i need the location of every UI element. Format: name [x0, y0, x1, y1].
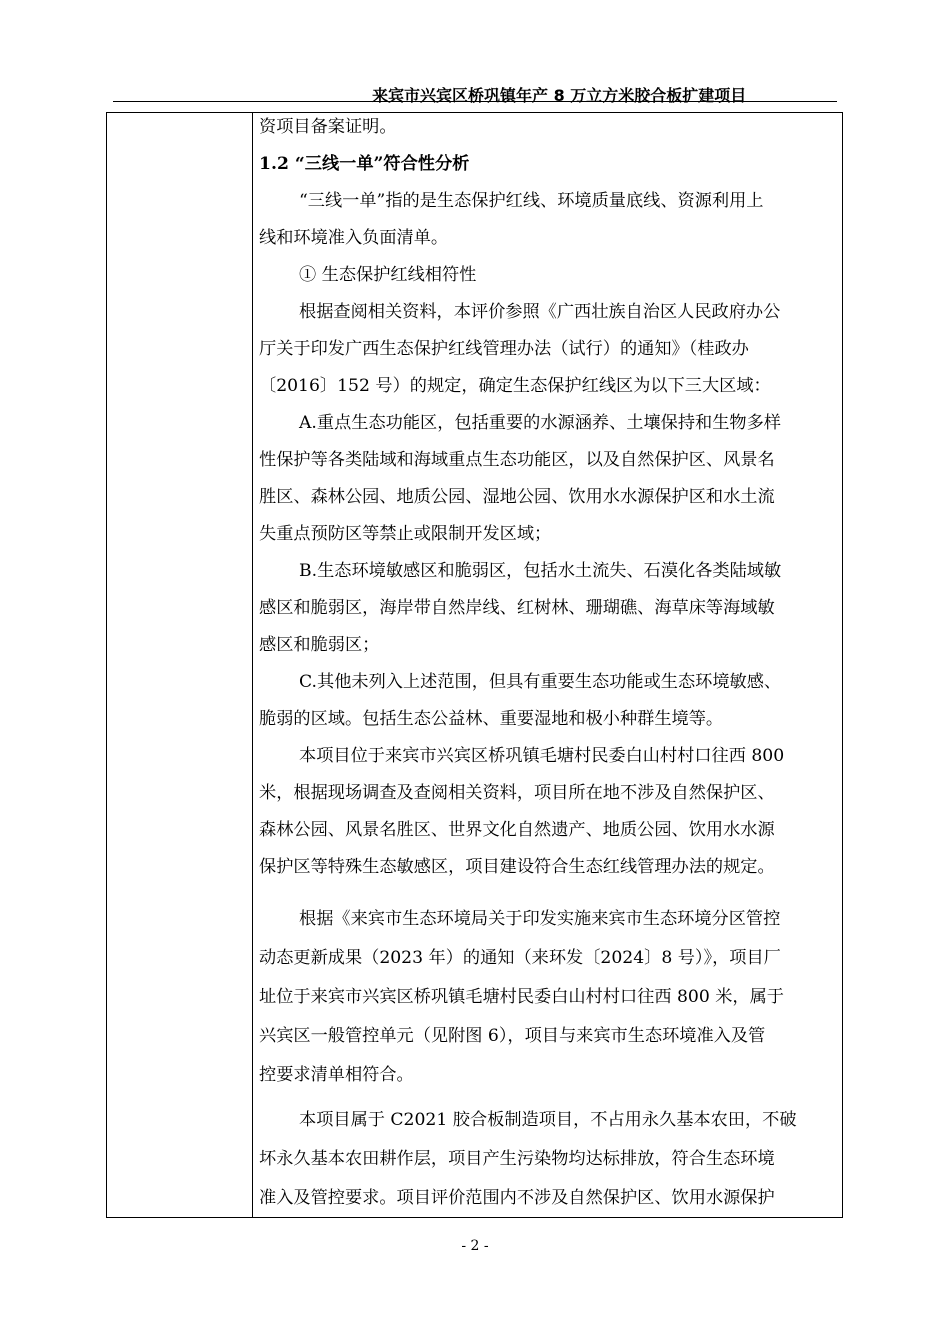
text-line: 址位于来宾市兴宾区桥巩镇毛塘村民委白山村村口往西 800 米，属于: [259, 987, 784, 1007]
text-line: 本项目位于来宾市兴宾区桥巩镇毛塘村民委白山村村口往西 800: [299, 746, 785, 766]
header-title: 来宾市兴宾区桥巩镇年产 8 万立方米胶合板扩建项目: [372, 86, 747, 105]
text-line: 米，根据现场调查及查阅相关资料，项目所在地不涉及自然保护区、: [259, 783, 775, 803]
text-line: 根据查阅相关资料，本评价参照《广西壮族自治区人民政府办公: [299, 302, 781, 322]
text-line: 〔2016〕152 号）的规定，确定生态保护红线区为以下三大区域：: [259, 376, 771, 396]
section-heading: 1.2 “三线一单”符合性分析: [259, 154, 470, 174]
text-line: ① 生态保护红线相符性: [299, 265, 477, 285]
text-line: C.其他未列入上述范围，但具有重要生态功能或生态环境敏感、: [299, 672, 782, 692]
text-line: 线和环境准入负面清单。: [259, 228, 449, 248]
text-line: 感区和脆弱区，海岸带自然岸线、红树林、珊瑚礁、海草床等海域敏: [259, 598, 775, 618]
content-table: [106, 112, 843, 1218]
text-line: 胜区、森林公园、地质公园、湿地公园、饮用水水源保护区和水土流: [259, 487, 775, 507]
text-line: 失重点预防区等禁止或限制开发区域；: [259, 524, 552, 544]
text-line: 保护区等特殊生态敏感区，项目建设符合生态红线管理办法的规定。: [259, 857, 775, 877]
text-line: 控要求清单相符合。: [259, 1065, 414, 1085]
text-line: 森林公园、风景名胜区、世界文化自然遗产、地质公园、饮用水水源: [259, 820, 775, 840]
text-line: 性保护等各类陆域和海域重点生态功能区，以及自然保护区、风景名: [259, 450, 775, 470]
text-line: 坏永久基本农田耕作层，项目产生污染物均达标排放，符合生态环境: [259, 1149, 775, 1169]
text-line: 兴宾区一般管控单元（见附图 6），项目与来宾市生态环境准入及管: [259, 1026, 766, 1046]
text-line: 厅关于印发广西生态保护红线管理办法（试行）的通知》（桂政办: [259, 339, 749, 359]
left-column-cell: [107, 113, 253, 1217]
header-rule: [113, 101, 837, 102]
text-line: 资项目备案证明。: [259, 117, 397, 137]
text-line: 本项目属于 C2021 胶合板制造项目，不占用永久基本农田，不破: [299, 1110, 797, 1130]
text-line: 感区和脆弱区；: [259, 635, 380, 655]
text-line: A.重点生态功能区，包括重要的水源涵养、土壤保持和生物多样: [299, 413, 781, 433]
text-line: 脆弱的区域。包括生态公益林、重要湿地和极小种群生境等。: [259, 709, 724, 729]
text-line: 动态更新成果（2023 年）的通知（来环发〔2024〕8 号）》，项目厂: [259, 948, 781, 968]
page-number: - 2 -: [461, 1238, 489, 1254]
text-line: “三线一单”指的是生态保护红线、环境质量底线、资源利用上: [299, 191, 764, 211]
text-line: 根据《来宾市生态环境局关于印发实施来宾市生态环境分区管控: [299, 909, 781, 929]
text-line: 准入及管控要求。项目评价范围内不涉及自然保护区、饮用水源保护: [259, 1188, 775, 1208]
text-line: B.生态环境敏感区和脆弱区，包括水土流失、石漠化各类陆域敏: [299, 561, 782, 581]
